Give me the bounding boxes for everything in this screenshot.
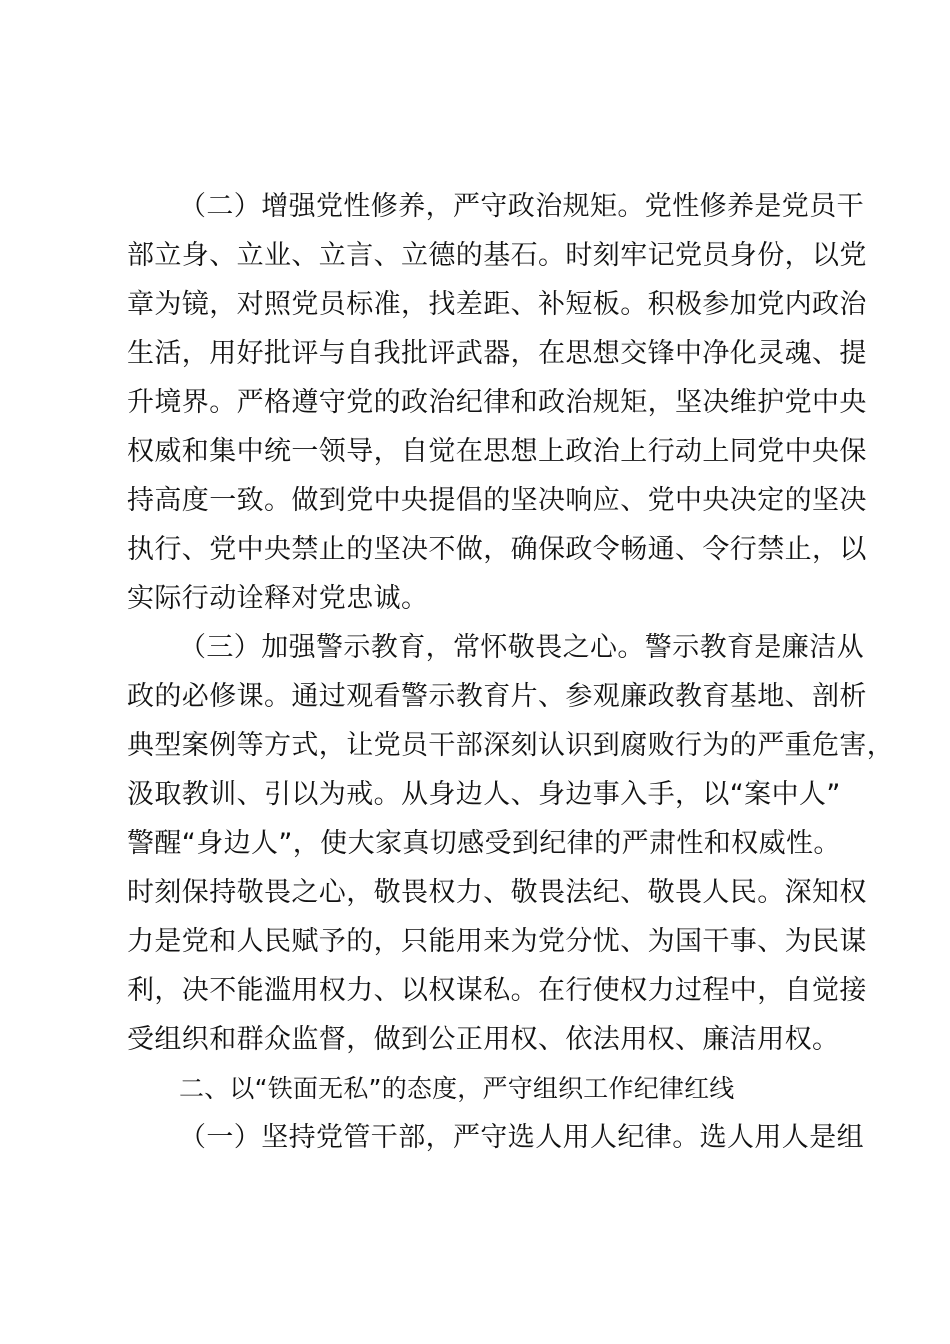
- paragraph-section-2: [127, 182, 867, 623]
- text-line: 力是党和人民赋予的，只能用来为党分忧、为国干事、为民谋: [127, 926, 867, 957]
- section-heading: 二、以“铁面无私”的态度，严守组织工作纪律红线: [179, 1074, 735, 1103]
- text-line: 升境界。严格遵守党的政治纪律和政治规矩，坚决维护党中央: [127, 387, 867, 418]
- text-line: 汲取教训、引以为戒。从身边人、身边事入手，以“案中人”: [127, 779, 841, 810]
- text-line: 部立身、立业、立言、立德的基石。时刻牢记党员身份，以党: [127, 240, 867, 271]
- text-line: （一）坚持党管干部，严守选人用人纪律。选人用人是组: [179, 1122, 864, 1153]
- text-line: 权威和集中统一领导，自觉在思想上政治上行动上同党中央保: [127, 436, 867, 467]
- text-line: 时刻保持敬畏之心，敬畏权力、敬畏法纪、敬畏人民。深知权: [127, 877, 867, 908]
- text-line: （三）加强警示教育，常怀敬畏之心。警示教育是廉洁从: [179, 632, 864, 663]
- text-line: 受组织和群众监督，做到公正用权、依法用权、廉洁用权。: [127, 1024, 840, 1055]
- paragraph-section-2-1: [127, 1113, 864, 1162]
- text-line: 持高度一致。做到党中央提倡的坚决响应、党中央决定的坚决: [127, 485, 867, 516]
- text-line: 警醒“身边人”，使大家真切感受到纪律的严肃性和权威性。: [127, 828, 841, 859]
- text-line: 生活，用好批评与自我批评武器，在思想交锋中净化灵魂、提: [127, 338, 867, 369]
- text-line: （二）增强党性修养，严守政治规矩。党性修养是党员干: [179, 191, 864, 222]
- text-line: 章为镜，对照党员标准，找差距、补短板。积极参加党内政治: [127, 289, 867, 320]
- paragraph-section-3: [127, 623, 895, 1064]
- text-line: 实际行动诠释对党忠诚。: [127, 583, 429, 614]
- document-body: [127, 182, 895, 1162]
- text-line: 执行、党中央禁止的坚决不做，确保政令畅通、令行禁止，以: [127, 534, 867, 565]
- text-line: 典型案例等方式，让党员干部深刻认识到腐败行为的严重危害，: [127, 730, 895, 761]
- text-line: 利，决不能滥用权力、以权谋私。在行使权力过程中，自觉接: [127, 975, 867, 1006]
- text-line: 政的必修课。通过观看警示教育片、参观廉政教育基地、剖析: [127, 681, 867, 712]
